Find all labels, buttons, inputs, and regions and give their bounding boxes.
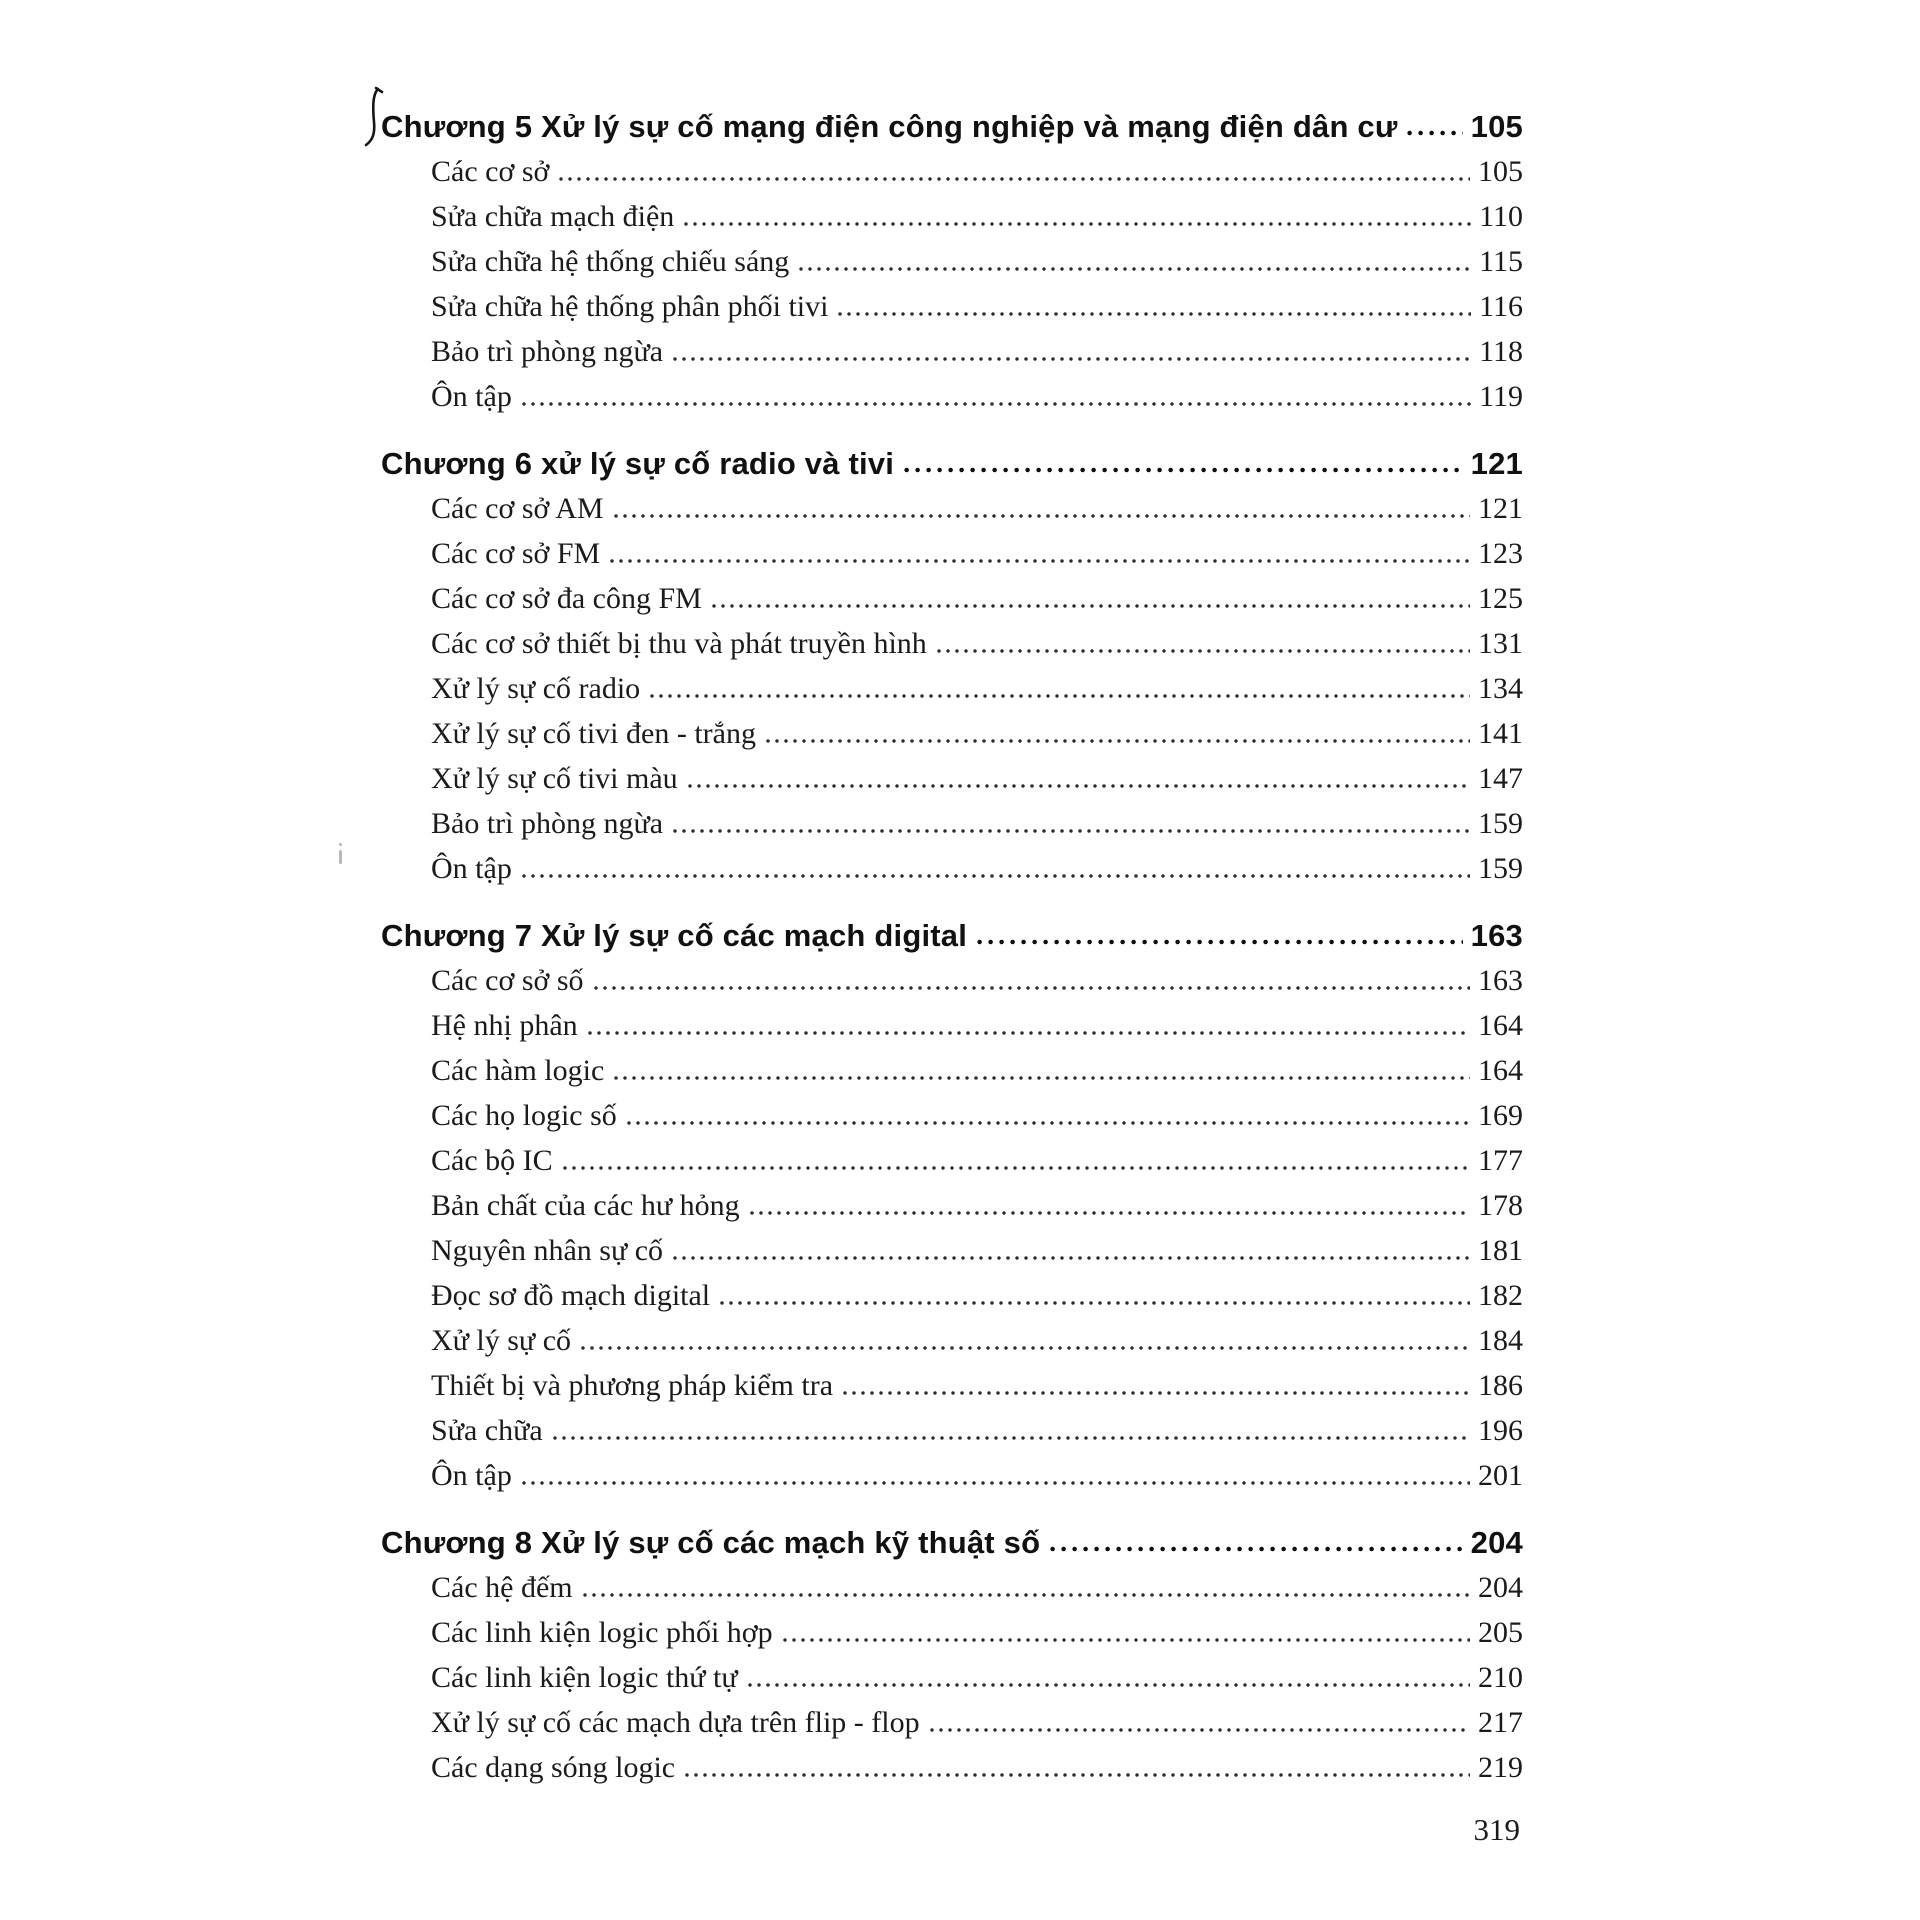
entry-page-number: 217 xyxy=(1478,1706,1523,1739)
entry-title: Hệ nhị phân xyxy=(431,1009,578,1042)
toc-entry xyxy=(381,1655,1523,1700)
dot-leader xyxy=(783,1637,1470,1643)
entry-page-number: 184 xyxy=(1478,1324,1523,1357)
entry-page-number: 204 xyxy=(1478,1571,1523,1604)
entry-page-number: 164 xyxy=(1478,1009,1523,1042)
scan-speck xyxy=(339,850,342,864)
entry-page-number: 186 xyxy=(1478,1369,1523,1402)
entry-page-number: 181 xyxy=(1478,1234,1523,1267)
entry-title: Các cơ sở đa công FM xyxy=(431,582,702,615)
toc-chapter xyxy=(381,104,1523,419)
entry-title: Các hàm logic xyxy=(431,1054,605,1087)
toc-entry xyxy=(381,666,1523,711)
toc-entry xyxy=(381,1408,1523,1453)
entry-page-number: 123 xyxy=(1478,537,1523,570)
entry-title: Sửa chữa xyxy=(431,1414,543,1447)
toc-entry xyxy=(381,801,1523,846)
entry-page-number: 196 xyxy=(1478,1414,1523,1447)
toc-entry xyxy=(381,1093,1523,1138)
dot-leader xyxy=(650,693,1470,699)
dot-leader xyxy=(627,1120,1470,1126)
chapter-entries xyxy=(381,958,1523,1498)
entry-title: Các cơ sở số xyxy=(431,964,584,997)
entry-page-number: 110 xyxy=(1479,200,1523,233)
toc-entry xyxy=(381,1048,1523,1093)
toc-entry xyxy=(381,1700,1523,1745)
entry-page-number: 159 xyxy=(1478,807,1523,840)
entry-page-number: 210 xyxy=(1478,1661,1523,1694)
entry-title: Các cơ sở AM xyxy=(431,492,604,525)
dot-leader xyxy=(588,1030,1470,1036)
toc-entry xyxy=(381,239,1523,284)
chapter-title: Chương 7 Xử lý sự cố các mạch digital xyxy=(381,918,968,953)
entry-page-number: 118 xyxy=(1479,335,1523,368)
toc-entry xyxy=(381,1610,1523,1655)
entry-title: Các cơ sở FM xyxy=(431,537,601,570)
dot-leader xyxy=(559,176,1470,182)
entry-title: Bảo trì phòng ngừa xyxy=(431,807,664,840)
entry-page-number: 182 xyxy=(1478,1279,1523,1312)
toc-entry xyxy=(381,1565,1523,1610)
dot-leader xyxy=(581,1345,1470,1351)
entry-title: Các bộ IC xyxy=(431,1144,553,1177)
dot-leader xyxy=(977,939,1463,945)
entry-title: Các cơ sở xyxy=(431,155,550,188)
chapter-entries xyxy=(381,486,1523,891)
entry-page-number: 178 xyxy=(1478,1189,1523,1222)
dot-leader xyxy=(614,1075,1470,1081)
dot-leader xyxy=(522,873,1470,879)
entry-title: Bảo trì phòng ngừa xyxy=(431,335,664,368)
toc-entry xyxy=(381,756,1523,801)
entry-title: Sửa chữa hệ thống chiếu sáng xyxy=(431,245,790,278)
chapter-title: Chương 8 Xử lý sự cố các mạch kỹ thuật số xyxy=(381,1525,1041,1560)
entry-page-number: 219 xyxy=(1478,1751,1523,1784)
entry-title: Ôn tập xyxy=(431,380,512,413)
entry-page-number: 116 xyxy=(1479,290,1523,323)
toc-chapter xyxy=(381,1520,1523,1790)
toc-chapter xyxy=(381,441,1523,891)
toc-entry xyxy=(381,149,1523,194)
dot-leader xyxy=(930,1727,1470,1733)
toc-chapter-heading xyxy=(381,441,1523,486)
toc-entry xyxy=(381,486,1523,531)
toc-entry xyxy=(381,1453,1523,1498)
chapter-title: Chương 5 Xử lý sự cố mạng điện công nghiệp và mạng điện dân cư xyxy=(381,109,1398,144)
dot-leader xyxy=(688,783,1470,789)
entry-title: Các linh kiện logic thứ tự xyxy=(431,1661,738,1694)
dot-leader xyxy=(904,467,1463,473)
entry-page-number: 131 xyxy=(1478,627,1523,660)
dot-leader xyxy=(712,603,1470,609)
entry-title: Xử lý sự cố các mạch dựa trên flip - flop xyxy=(431,1706,920,1739)
toc-chapter-heading xyxy=(381,104,1523,149)
entry-page-number: 141 xyxy=(1478,717,1523,750)
toc-entry xyxy=(381,846,1523,891)
dot-leader xyxy=(766,738,1470,744)
toc-entry xyxy=(381,1003,1523,1048)
chapter-entries xyxy=(381,1565,1523,1790)
toc-entry xyxy=(381,1745,1523,1790)
toc-chapter-heading xyxy=(381,1520,1523,1565)
dot-leader xyxy=(673,1255,1470,1261)
dot-leader xyxy=(522,401,1471,407)
entry-page-number: 177 xyxy=(1478,1144,1523,1177)
dot-leader xyxy=(583,1592,1470,1598)
entry-title: Xử lý sự cố radio xyxy=(431,672,641,705)
toc-chapter xyxy=(381,913,1523,1498)
dot-leader xyxy=(685,1772,1470,1778)
entry-title: Ôn tập xyxy=(431,852,512,885)
dot-leader xyxy=(750,1210,1470,1216)
entry-page-number: 201 xyxy=(1478,1459,1523,1492)
entry-title: Thiết bị và phương pháp kiểm tra xyxy=(431,1369,834,1402)
dot-leader xyxy=(614,513,1470,519)
dot-leader xyxy=(1407,130,1462,136)
dot-leader xyxy=(522,1480,1470,1486)
entry-page-number: 125 xyxy=(1478,582,1523,615)
toc-entry xyxy=(381,194,1523,239)
toc-entry xyxy=(381,329,1523,374)
toc-entry xyxy=(381,284,1523,329)
entry-title: Các hệ đếm xyxy=(431,1571,573,1604)
dot-leader xyxy=(610,558,1470,564)
entry-page-number: 169 xyxy=(1478,1099,1523,1132)
entry-title: Xử lý sự cố tivi màu xyxy=(431,762,678,795)
entry-page-number: 163 xyxy=(1478,964,1523,997)
entry-title: Các dạng sóng logic xyxy=(431,1751,676,1784)
dot-leader xyxy=(594,985,1470,991)
entry-title: Xử lý sự cố tivi đen - trắng xyxy=(431,717,756,750)
entry-title: Sửa chữa hệ thống phân phối tivi xyxy=(431,290,829,323)
dot-leader xyxy=(673,828,1470,834)
dot-leader xyxy=(1050,1546,1462,1552)
entry-title: Ôn tập xyxy=(431,1459,512,1492)
toc-entry xyxy=(381,374,1523,419)
entry-title: Các linh kiện logic phối hợp xyxy=(431,1616,773,1649)
toc-chapter-heading xyxy=(381,913,1523,958)
table-of-contents xyxy=(381,104,1523,1790)
toc-entry xyxy=(381,958,1523,1003)
chapter-entries xyxy=(381,149,1523,419)
toc-entry xyxy=(381,531,1523,576)
toc-entry xyxy=(381,1273,1523,1318)
toc-entry xyxy=(381,1228,1523,1273)
toc-entry xyxy=(381,576,1523,621)
entry-title: Xử lý sự cố xyxy=(431,1324,572,1357)
entry-page-number: 134 xyxy=(1478,672,1523,705)
toc-entry xyxy=(381,1318,1523,1363)
dot-leader xyxy=(748,1682,1470,1688)
entry-page-number: 164 xyxy=(1478,1054,1523,1087)
entry-page-number: 159 xyxy=(1478,852,1523,885)
chapter-page-number: 105 xyxy=(1470,109,1523,144)
page-number: 319 xyxy=(1473,1812,1520,1847)
dot-leader xyxy=(684,221,1471,227)
dot-leader xyxy=(673,356,1471,362)
chapter-page-number: 204 xyxy=(1470,1525,1523,1560)
entry-page-number: 119 xyxy=(1479,380,1523,413)
entry-title: Bản chất của các hư hỏng xyxy=(431,1189,740,1222)
entry-page-number: 105 xyxy=(1478,155,1523,188)
entry-page-number: 205 xyxy=(1478,1616,1523,1649)
dot-leader xyxy=(799,266,1471,272)
dot-leader xyxy=(563,1165,1470,1171)
entry-title: Sửa chữa mạch điện xyxy=(431,200,675,233)
dot-leader xyxy=(553,1435,1470,1441)
toc-entry xyxy=(381,1363,1523,1408)
chapter-page-number: 121 xyxy=(1470,446,1523,481)
toc-entry xyxy=(381,1138,1523,1183)
entry-page-number: 115 xyxy=(1479,245,1523,278)
toc-entry xyxy=(381,1183,1523,1228)
chapter-title: Chương 6 xử lý sự cố radio và tivi xyxy=(381,446,895,481)
toc-entry xyxy=(381,711,1523,756)
entry-page-number: 121 xyxy=(1478,492,1523,525)
entry-page-number: 147 xyxy=(1478,762,1523,795)
dot-leader xyxy=(838,311,1471,317)
entry-title: Các cơ sở thiết bị thu và phát truyền hình xyxy=(431,627,927,660)
dot-leader xyxy=(720,1300,1470,1306)
toc-entry xyxy=(381,621,1523,666)
entry-title: Nguyên nhân sự cố xyxy=(431,1234,664,1267)
entry-title: Đọc sơ đồ mạch digital xyxy=(431,1279,711,1312)
chapter-page-number: 163 xyxy=(1470,918,1523,953)
dot-leader xyxy=(843,1390,1470,1396)
dot-leader xyxy=(937,648,1470,654)
entry-title: Các họ logic số xyxy=(431,1099,617,1132)
